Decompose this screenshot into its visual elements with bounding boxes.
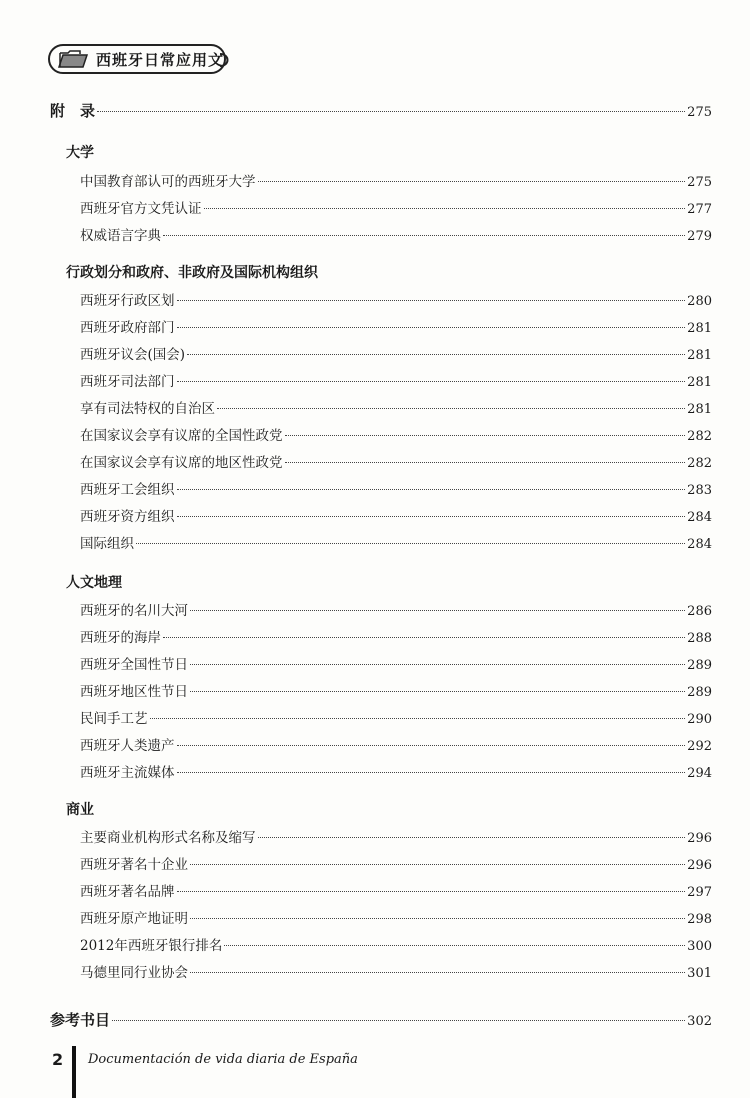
dot-leader (150, 718, 686, 719)
toc-label: 在国家议会享有议席的全国性政党 (80, 428, 283, 444)
toc-row-appendix[interactable] (50, 100, 712, 121)
toc-label: 西班牙原产地证明 (80, 911, 188, 927)
dot-leader (204, 208, 686, 209)
toc-row[interactable] (80, 707, 712, 727)
toc-page: 284 (687, 537, 712, 552)
dot-leader (190, 691, 685, 692)
header-title: 西班牙日常应用文 (96, 50, 225, 69)
toc-row[interactable] (80, 451, 712, 471)
toc-label: 中国教育部认可的西班牙大学 (80, 174, 256, 190)
toc-label: 参考书目 (50, 1011, 111, 1029)
dot-leader (177, 891, 686, 892)
toc-label: 西班牙著名品牌 (80, 884, 175, 900)
toc-page: 282 (687, 456, 712, 471)
toc-row[interactable] (80, 626, 712, 646)
toc-label: 西班牙著名十企业 (80, 857, 188, 873)
dot-leader (177, 516, 686, 517)
toc-page: 296 (687, 831, 712, 846)
toc-page: 284 (687, 510, 712, 525)
toc-label: 权威语言字典 (80, 228, 161, 244)
toc-page: 288 (687, 631, 712, 646)
toc-page: 302 (687, 1014, 712, 1029)
dot-leader (258, 181, 686, 182)
toc-page: 298 (687, 912, 712, 927)
toc-row[interactable] (80, 934, 712, 954)
toc-page: 282 (687, 429, 712, 444)
toc-row[interactable] (80, 170, 712, 190)
dot-leader (285, 462, 686, 463)
dot-leader (217, 408, 685, 409)
footer-subtitle: Documentación de vida diaria de España (88, 1052, 358, 1067)
toc-row[interactable] (80, 853, 712, 873)
dot-leader (177, 489, 686, 490)
dot-leader (190, 610, 685, 611)
toc-row-bibliography[interactable] (50, 1009, 712, 1030)
toc-row[interactable] (80, 880, 712, 900)
toc-row[interactable] (80, 961, 712, 981)
dot-leader (258, 837, 686, 838)
toc-row[interactable] (80, 599, 712, 619)
toc-label: 西班牙议会(国会) (80, 347, 186, 363)
toc-row[interactable] (80, 370, 712, 390)
toc-row[interactable] (80, 424, 712, 444)
running-header (48, 44, 226, 74)
page-number: 2 (52, 1050, 64, 1069)
toc-page: 289 (687, 685, 712, 700)
toc-label: 西班牙人类遗产 (80, 738, 175, 754)
toc-page: 297 (687, 885, 712, 900)
section-heading: 人文地理 (66, 575, 122, 591)
toc-row[interactable] (80, 505, 712, 525)
dot-leader (224, 945, 685, 946)
toc-row[interactable] (80, 907, 712, 927)
toc-label: 享有司法特权的自治区 (80, 401, 215, 417)
toc-page: 277 (687, 202, 712, 217)
dot-leader (97, 111, 685, 112)
toc-label: 附 录 (50, 102, 96, 120)
toc-page: 301 (687, 966, 712, 981)
toc-label: 西班牙主流媒体 (80, 765, 175, 781)
dot-leader (285, 435, 686, 436)
toc-page: 289 (687, 658, 712, 673)
dot-leader (187, 354, 685, 355)
toc-page: 275 (687, 175, 712, 190)
toc-label: 西班牙的名川大河 (80, 603, 188, 619)
toc-label: 西班牙政府部门 (80, 320, 175, 336)
toc-page: 296 (687, 858, 712, 873)
dot-leader (177, 327, 686, 328)
toc-page: 292 (687, 739, 712, 754)
toc-label: 2012年西班牙银行排名 (80, 938, 223, 954)
toc-page: 294 (687, 766, 712, 781)
dot-leader (177, 381, 686, 382)
toc-page: 283 (687, 483, 712, 498)
section-heading: 大学 (66, 145, 94, 161)
toc-label: 马德里同行业协会 (80, 965, 188, 981)
toc-page: 281 (687, 321, 712, 336)
toc-row[interactable] (80, 478, 712, 498)
curl-ornament (218, 52, 232, 68)
folder-icon (58, 49, 88, 69)
toc-row[interactable] (80, 532, 712, 552)
toc-row[interactable] (80, 316, 712, 336)
toc-row[interactable] (80, 680, 712, 700)
dot-leader (190, 664, 685, 665)
toc-row[interactable] (80, 826, 712, 846)
toc-label: 西班牙地区性节日 (80, 684, 188, 700)
toc-row[interactable] (80, 397, 712, 417)
toc-page: 300 (687, 939, 712, 954)
toc-row[interactable] (80, 653, 712, 673)
toc-row[interactable] (80, 289, 712, 309)
toc-page: 281 (687, 402, 712, 417)
toc-label: 主要商业机构形式名称及缩写 (80, 830, 256, 846)
toc-row[interactable] (80, 734, 712, 754)
section-heading: 商业 (66, 802, 94, 818)
toc-page: 280 (687, 294, 712, 309)
toc-page: 286 (687, 604, 712, 619)
toc-page: 275 (687, 105, 712, 120)
dot-leader (177, 300, 686, 301)
section-heading: 行政划分和政府、非政府及国际机构组织 (66, 265, 318, 281)
dot-leader (190, 972, 685, 973)
dot-leader (190, 864, 685, 865)
dot-leader (112, 1020, 685, 1021)
dot-leader (177, 772, 686, 773)
toc-label: 民间手工艺 (80, 711, 148, 727)
toc-page: 281 (687, 348, 712, 363)
toc-row[interactable] (80, 761, 712, 781)
toc-label: 西班牙官方文凭认证 (80, 201, 202, 217)
dot-leader (136, 543, 685, 544)
toc-row[interactable] (80, 224, 712, 244)
toc-label: 西班牙工会组织 (80, 482, 175, 498)
toc-row[interactable] (80, 343, 712, 363)
toc-label: 西班牙行政区划 (80, 293, 175, 309)
toc-label: 国际组织 (80, 536, 134, 552)
toc-label: 西班牙司法部门 (80, 374, 175, 390)
toc-page: 279 (687, 229, 712, 244)
toc-label: 在国家议会享有议席的地区性政党 (80, 455, 283, 471)
toc-row[interactable] (80, 197, 712, 217)
toc-label: 西班牙全国性节日 (80, 657, 188, 673)
footer-divider (72, 1046, 76, 1098)
dot-leader (190, 918, 685, 919)
toc-page: 290 (687, 712, 712, 727)
toc-label: 西班牙资方组织 (80, 509, 175, 525)
toc-label: 西班牙的海岸 (80, 630, 161, 646)
toc-page: 281 (687, 375, 712, 390)
dot-leader (177, 745, 686, 746)
dot-leader (163, 637, 685, 638)
dot-leader (163, 235, 685, 236)
